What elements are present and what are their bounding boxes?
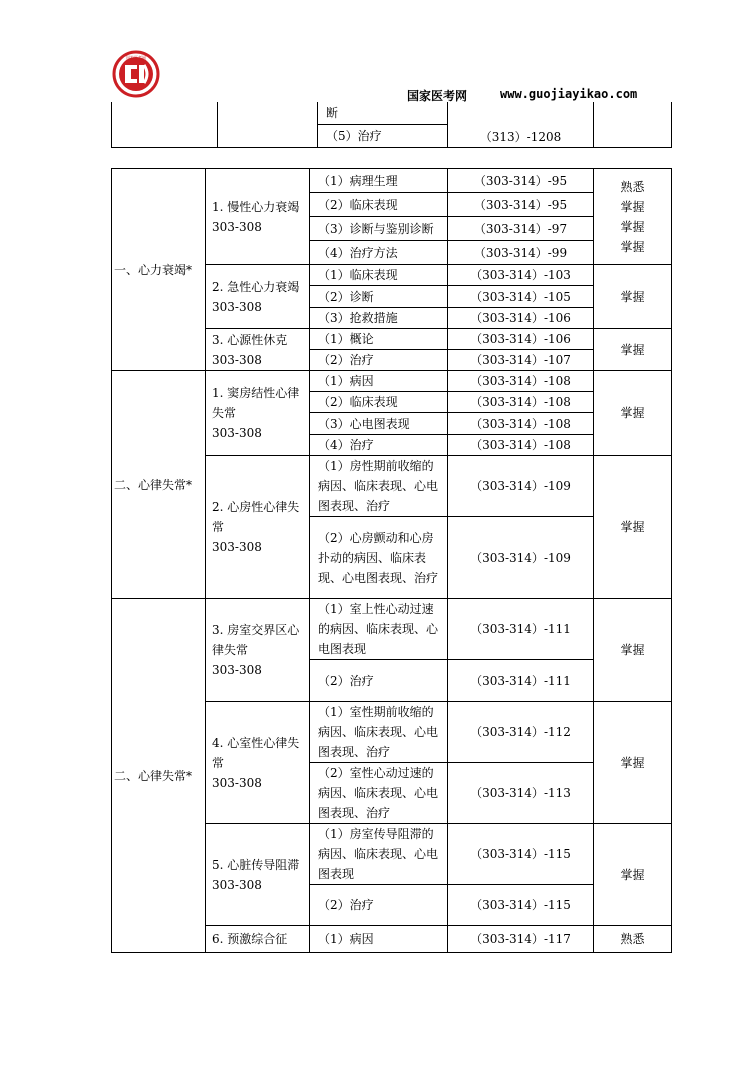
sub-topic-cell: （2）诊断 (310, 286, 448, 308)
topic-name: 5. 心脏传导阻滞 (212, 857, 300, 872)
page-ref-cell: （303-314）-95 (448, 193, 594, 217)
topic-name: 1. 慢性心力衰竭 (212, 199, 300, 214)
page-ref-cell: （313）-1208 (448, 102, 594, 148)
topic-name: 1. 窦房结性心律失常 (212, 386, 300, 420)
topic-cell (206, 702, 310, 824)
sub-topic-cell: （1）临床表现 (310, 265, 448, 286)
sub-topic-cell: （1）病因 (310, 926, 448, 953)
level-cell: 掌握 (594, 599, 672, 702)
page-ref-cell: （303-314）-112 (448, 702, 594, 763)
topic-pages: 303-308 (212, 877, 262, 892)
level-text: 熟悉 (620, 179, 645, 194)
sub-topic-cell: （5）治疗 (318, 125, 448, 148)
topic-pages: 303-308 (212, 775, 262, 790)
level-cell: 掌握 (594, 265, 672, 329)
topic-name: 2. 心房性心律失常 (212, 500, 300, 534)
unit-cell: 一、心力衰竭* (112, 169, 206, 371)
page-ref-cell: （303-314）-97 (448, 217, 594, 241)
unit-cell: 二、心律失常* (112, 371, 206, 599)
topic-cell: 6. 预激综合征 (206, 926, 310, 953)
svg-text:国家医考网: 国家医考网 (126, 55, 146, 60)
sub-topic-cell: （2）室性心动过速的病因、临床表现、心电图表现、治疗 (310, 763, 448, 824)
page-ref-cell: （303-314）-115 (448, 824, 594, 885)
level-cell: 掌握 (594, 824, 672, 926)
sub-topic-cell: （2）心房颤动和心房扑动的病因、临床表现、心电图表现、治疗 (310, 517, 448, 599)
sub-topic-cell: （4）治疗方法 (310, 241, 448, 265)
level-text: 掌握 (620, 199, 645, 214)
sub-topic-cell: （3）诊断与鉴别诊断 (310, 217, 448, 241)
site-url: www.guojiayikao.com (500, 87, 638, 101)
page-ref-cell: （303-314）-109 (448, 456, 594, 517)
topic-pages: 303-308 (212, 540, 262, 554)
site-name: 国家医考网 (407, 89, 468, 103)
level-cell: 熟悉 (594, 926, 672, 953)
sub-topic-cell: （3）抢救措施 (310, 308, 448, 329)
topic-cell (206, 169, 310, 265)
sub-topic-cell: （1）房性期前收缩的病因、临床表现、心电图表现、治疗 (310, 456, 448, 517)
page-ref-cell: （303-314）-95 (448, 169, 594, 193)
sub-topic-cell: （2）临床表现 (310, 392, 448, 413)
page-ref-cell: （303-314）-117 (448, 926, 594, 953)
level-cell: 掌握 (594, 702, 672, 824)
topic-cell (206, 599, 310, 702)
page-ref-cell: （303-314）-108 (448, 371, 594, 392)
topic-cell (206, 456, 310, 599)
sub-topic-cell: （1）病理生理 (310, 169, 448, 193)
sub-topic-cell: （3）心电图表现 (310, 413, 448, 435)
top-table-continuation (111, 102, 672, 148)
topic-cell (206, 371, 310, 456)
topic-pages: 303-308 (212, 219, 262, 234)
page-ref-cell: （303-314）-106 (448, 329, 594, 350)
unit-cell (112, 102, 218, 148)
topic-name: 4. 心室性心律失常 (212, 735, 300, 770)
level-cell (594, 169, 672, 265)
syllabus-table (111, 168, 672, 953)
page-ref-cell: （303-314）-109 (448, 517, 594, 599)
topic-pages: 303-308 (212, 426, 262, 440)
page-ref-cell: （303-314）-115 (448, 885, 594, 926)
level-cell (594, 102, 672, 148)
sub-topic-cell: （1）房室传导阻滞的病因、临床表现、心电图表现 (310, 824, 448, 885)
topic-cell (206, 265, 310, 329)
table-row (112, 599, 672, 660)
sub-topic-cell: （4）治疗 (310, 435, 448, 456)
topic-pages: 303-308 (212, 299, 262, 314)
topic-pages: 303-308 (212, 663, 262, 677)
table-row (112, 371, 672, 392)
sub-topic-cell: （2）治疗 (310, 885, 448, 926)
topic-name: 3. 心源性休克 (212, 332, 288, 347)
topic-cell (206, 329, 310, 371)
page-ref-cell: （303-314）-106 (448, 308, 594, 329)
sub-topic-cell: （2）临床表现 (310, 193, 448, 217)
level-cell: 掌握 (594, 371, 672, 456)
topic-cell (218, 102, 318, 148)
sub-topic-cell: （1）室性期前收缩的病因、临床表现、心电图表现、治疗 (310, 702, 448, 763)
topic-cell (206, 824, 310, 926)
sub-topic-cell: （1）概论 (310, 329, 448, 350)
table-row (112, 102, 672, 125)
level-cell: 掌握 (594, 456, 672, 599)
topic-name: 3. 房室交界区心律失常 (212, 623, 300, 657)
level-text: 掌握 (620, 239, 645, 254)
level-cell: 掌握 (594, 329, 672, 371)
page-ref-cell: （303-314）-108 (448, 413, 594, 435)
topic-pages: 303-308 (212, 352, 262, 367)
page-ref-cell: （303-314）-108 (448, 435, 594, 456)
level-text: 掌握 (620, 219, 645, 234)
page-ref-cell: （303-314）-105 (448, 286, 594, 308)
sub-topic-cell: （1）室上性心动过速的病因、临床表现、心电图表现 (310, 599, 448, 660)
page-ref-cell: （303-314）-107 (448, 350, 594, 371)
page-ref-cell: （303-314）-103 (448, 265, 594, 286)
table-row (112, 169, 672, 193)
page-ref-cell: （303-314）-111 (448, 660, 594, 702)
sub-topic-cell: （1）病因 (310, 371, 448, 392)
site-logo (112, 50, 160, 98)
page-ref-cell: （303-314）-111 (448, 599, 594, 660)
page-ref-cell: （303-314）-99 (448, 241, 594, 265)
sub-topic-cell: 断 (318, 102, 448, 125)
page-ref-cell: （303-314）-108 (448, 392, 594, 413)
page-ref-cell: （303-314）-113 (448, 763, 594, 824)
sub-topic-cell: （2）治疗 (310, 660, 448, 702)
sub-topic-cell: （2）治疗 (310, 350, 448, 371)
topic-name: 2. 急性心力衰竭 (212, 279, 300, 294)
unit-cell: 二、心律失常* (112, 599, 206, 953)
